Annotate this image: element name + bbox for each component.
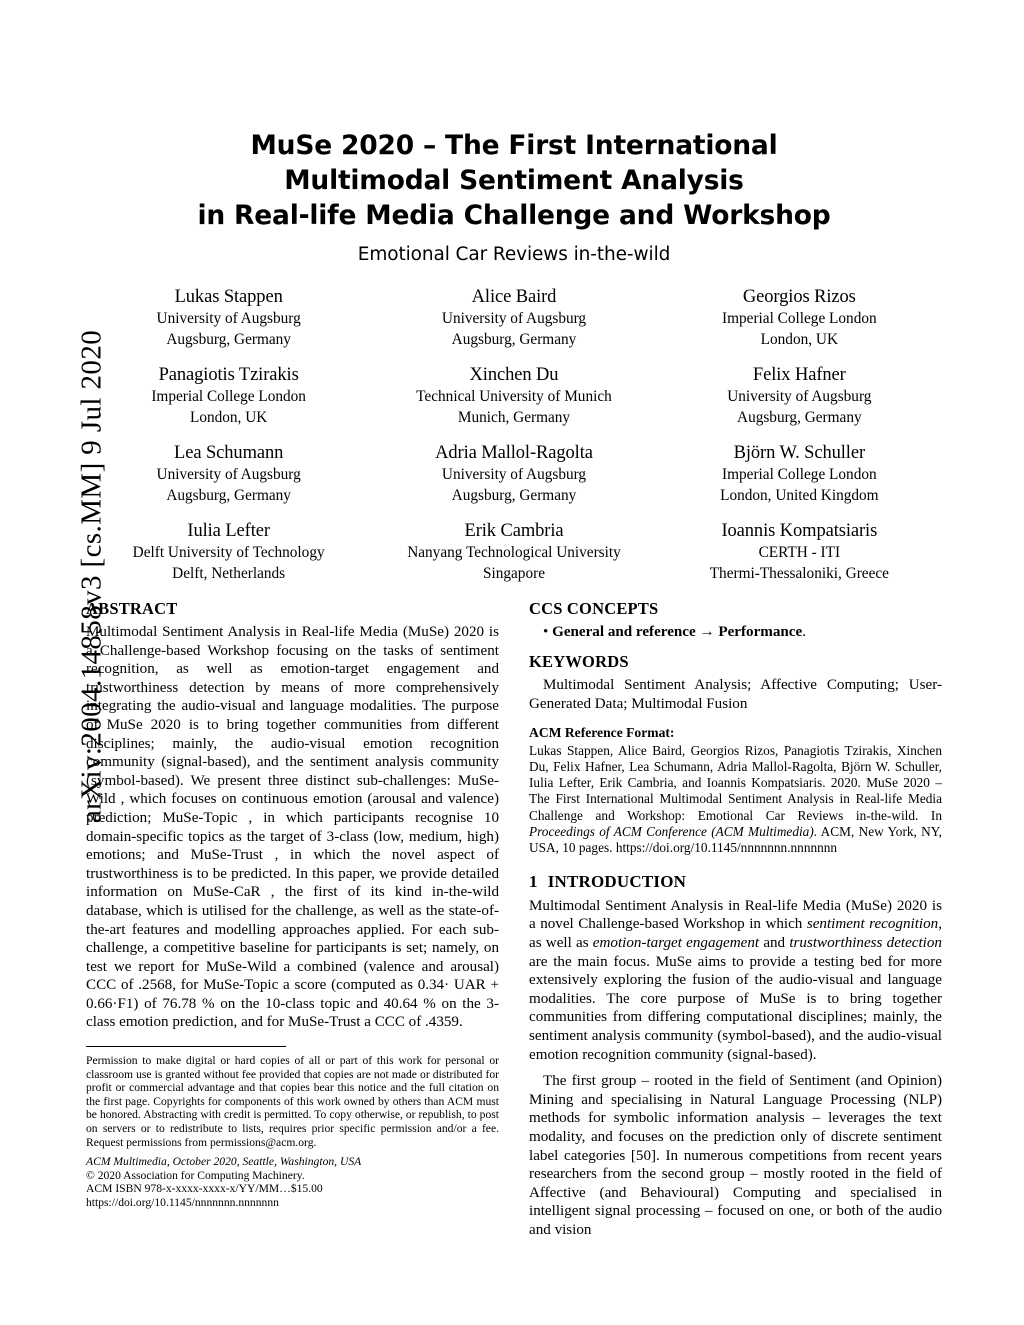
- abstract-heading: ABSTRACT: [86, 599, 178, 618]
- author-location: Augsburg, Germany: [451, 487, 577, 504]
- footnote-divider: [86, 1046, 286, 1047]
- body-columns: [86, 599, 942, 1248]
- author-affiliation: Imperial College London: [151, 388, 306, 405]
- author-list: [86, 287, 942, 584]
- copyright-line: © 2020 Association for Computing Machinery.: [86, 1168, 305, 1182]
- acm-ref-proceedings: Proceedings of ACM Conference (ACM Multimedia): [529, 823, 814, 839]
- author-affiliation: University of Augsburg: [156, 466, 301, 483]
- ccs-concepts-heading: CCS CONCEPTS: [529, 599, 659, 618]
- author-block: [657, 443, 942, 506]
- intro-paragraph-1: [529, 897, 942, 1064]
- author-block: [657, 365, 942, 428]
- section-title: INTRODUCTION: [547, 871, 687, 891]
- author-affiliation: Imperial College London: [722, 466, 877, 483]
- author-location: London, UK: [760, 331, 838, 348]
- author-block: [86, 443, 371, 506]
- intro-p1-i2: emotion-target engagement: [592, 935, 760, 952]
- author-location: Delft, Netherlands: [172, 565, 286, 582]
- ccs-period: .: [802, 624, 806, 640]
- acm-ref-part1: Lukas Stappen, Alice Baird, Georgios Rizos, Panagiotis Tzirakis, Xinchen Du, Felix Hafner, Lea Schumann, Adria Mallol-Ragolta, Björn W. Schuller, Iulia Lefter, Erik Cambria, and Ioannis Kompatsiaris. 2020. MuSe 2020 – The First International Multimodal Sentiment Analysis in Real-life Media Challenge and Workshop: Emotional Car Reviews in-the-wild. In: [529, 743, 942, 823]
- author-name: Felix Hafner: [752, 365, 846, 385]
- title-line-1: MuSe 2020 – The First International: [250, 130, 778, 161]
- ccs-arrow-icon: →: [699, 624, 715, 640]
- title-line-2: Multimodal Sentiment Analysis: [284, 165, 744, 196]
- author-affiliation: Nanyang Technological University: [407, 544, 621, 561]
- author-name: Alice Baird: [471, 287, 557, 307]
- author-affiliation: Technical University of Munich: [416, 388, 612, 405]
- author-block: [86, 365, 371, 428]
- author-row: [86, 365, 942, 428]
- doi-link[interactable]: https://doi.org/10.1145/nnnnnnn.nnnnnnn: [86, 1196, 279, 1209]
- ccs-category: General and reference: [552, 624, 696, 640]
- author-block: [371, 365, 656, 428]
- author-affiliation: University of Augsburg: [441, 466, 587, 483]
- author-affiliation: Imperial College London: [722, 310, 877, 327]
- author-name: Lukas Stappen: [174, 287, 283, 307]
- author-block: [371, 287, 656, 350]
- author-name: Panagiotis Tzirakis: [158, 365, 299, 385]
- paper-page: [86, 0, 942, 1325]
- author-block: [86, 287, 371, 350]
- author-location: Singapore: [482, 565, 545, 582]
- intro-paragraph-2: The first group – rooted in the field of Sentiment (and Opinion) Mining and specialising in Natural Language Processing (NLP) methods for symbolic information analysis – leverages the text modality, and focuses on the prediction only of discrete sentiment label categories [50]. In numerous competitions from recent years researchers from the second group – mostly rooted in the field of Affective (and Behavioural) Computing and specialised in intelligent signal processing – focused on one, or both of the audio and vision: [529, 1073, 942, 1238]
- intro-p1-a: Multimodal Sentiment Analysis in Real-life Media (MuSe) 2020 is a novel Challenge-based Workshop in which: [529, 897, 942, 933]
- author-name: Adria Mallol-Ragolta: [435, 443, 593, 463]
- author-row: [86, 287, 942, 350]
- title-block: [86, 0, 942, 265]
- author-location: Augsburg, Germany: [166, 487, 291, 504]
- abstract-text: Multimodal Sentiment Analysis in Real-life Media (MuSe) 2020 is a Challenge-based Workshop focusing on the tasks of sentiment recognition, as well as emotion-target engagement and trustworthiness detection by means of more comprehensively integrating the audio-visual and language modalities. The purpose of MuSe 2020 is to bring together communities from different disciplines; mainly, the audio-visual emotion recognition community (signal-based), and the sentiment analysis community (symbol-based). We present three distinct sub-challenges: MuSe-Wild , which focuses on continuous emotion (arousal and valence) prediction; MuSe-Topic , in which participants recognise 10 domain-specific topics as the target of 3-class (low, medium, high) emotions; and MuSe-Trust , in which the novel aspect of trustworthiness is to be predicted. In this paper, we provide detailed information on MuSe-CaR , the first of its kind in-the-wild database, which is utilised for the challenge, as well as the state-of-the-art features and modelling approaches applied. For each sub-challenge, a competitive baseline for participants is set; namely, on test we report for MuSe-Wild a combined (valence and arousal) CCC of .2568, for MuSe-Topic a score (computed as 0.34· UAR + 0.66·F1) of 76.78 % on the 10-class topic and 40.64 % on the 3-class emotion prediction, and for MuSe-Trust a CCC of .4359.: [86, 624, 499, 1031]
- author-affiliation: CERTH - ITI: [758, 544, 841, 561]
- author-affiliation: University of Augsburg: [441, 310, 587, 327]
- author-name: Lea Schumann: [174, 443, 284, 463]
- ccs-concepts-item: [529, 623, 942, 642]
- venue-line: ACM Multimedia, October 2020, Seattle, Washington, USA: [86, 1155, 362, 1169]
- author-block: [657, 287, 942, 350]
- introduction-heading: [529, 872, 942, 892]
- author-name: Iulia Lefter: [187, 521, 270, 541]
- author-name: Björn W. Schuller: [733, 443, 866, 463]
- author-location: London, UK: [189, 409, 268, 426]
- permission-notice: Permission to make digital or hard copies of all or part of this work for personal or classroom use is granted without fee provided that copies are not made or distributed for profit or commercial advantage and that copies bear this notice and the full citation on the first page. Copyrights for components of this work owned by others than ACM must be honored. Abstracting with credit is permitted. To copy otherwise, or republish, to post on servers or to redistribute to lists, requires prior specific permission and/or a fee. Request permissions from permissions@acm.org.: [86, 1054, 499, 1149]
- intro-p1-i3: trustworthiness detection: [789, 935, 942, 952]
- author-location: Augsburg, Germany: [166, 331, 291, 348]
- copyright-block: [86, 1054, 499, 1210]
- title-line-3: in Real-life Media Challenge and Workshop: [197, 200, 831, 231]
- acm-reference-heading: ACM Reference Format:: [529, 725, 675, 741]
- author-location: Augsburg, Germany: [451, 331, 577, 348]
- intro-p1-c: and: [759, 935, 790, 952]
- author-name: Ioannis Kompatsiaris: [721, 521, 878, 541]
- author-location: London, United Kingdom: [720, 487, 879, 504]
- arxiv-identifier-stamp: arXiv:2004.14858v3 [cs.MM] 9 Jul 2020: [75, 329, 108, 824]
- author-row: [86, 443, 942, 506]
- acm-ref-part2: . ACM, New York, NY, USA, 10 pages.: [529, 823, 942, 855]
- author-affiliation: Delft University of Technology: [132, 544, 325, 561]
- left-column: [86, 599, 499, 1248]
- author-name: Erik Cambria: [464, 521, 564, 541]
- ccs-subcategory: Performance: [718, 624, 803, 640]
- author-location: Augsburg, Germany: [737, 409, 862, 426]
- author-block: [371, 443, 656, 506]
- author-row: [86, 521, 942, 584]
- author-affiliation: University of Augsburg: [156, 310, 301, 327]
- author-name: Xinchen Du: [469, 365, 559, 385]
- author-block: [86, 521, 371, 584]
- author-block: [371, 521, 656, 584]
- isbn-line: ACM ISBN 978-x-xxxx-xxxx-x/YY/MM…$15.00: [86, 1182, 323, 1196]
- author-name: Georgios Rizos: [742, 287, 856, 307]
- author-location: Thermi-Thessaloniki, Greece: [709, 565, 889, 582]
- author-block: [657, 521, 942, 584]
- keywords-text: Multimodal Sentiment Analysis; Affective Computing; User-Generated Data; Multimodal Fusion: [529, 677, 942, 712]
- intro-p1-i1: sentiment recognition: [806, 916, 939, 933]
- keywords-heading: KEYWORDS: [529, 652, 629, 671]
- author-location: Munich, Germany: [457, 409, 571, 426]
- section-number: 1: [529, 871, 538, 891]
- right-column: [529, 599, 942, 1248]
- ccs-bullet: •: [543, 624, 549, 640]
- acm-reference-text: [529, 743, 942, 856]
- page-subtitle: Emotional Car Reviews in-the-wild: [357, 244, 671, 265]
- acm-ref-doi[interactable]: https://doi.org/10.1145/nnnnnnn.nnnnnnn: [615, 839, 838, 855]
- page-title: [86, 128, 942, 233]
- author-affiliation: University of Augsburg: [727, 388, 872, 405]
- intro-p1-b: , as well as: [529, 916, 942, 952]
- intro-p1-d: are the main focus. MuSe aims to provide a testing bed for more extensively exploring the fusion of the audio-visual and language modalities. The core purpose of MuSe is to bring together communities from differing computational disciplines; mainly, the sentiment analysis community (symbol-based), and the audio-visual emotion recognition community (signal-based).: [529, 953, 942, 1063]
